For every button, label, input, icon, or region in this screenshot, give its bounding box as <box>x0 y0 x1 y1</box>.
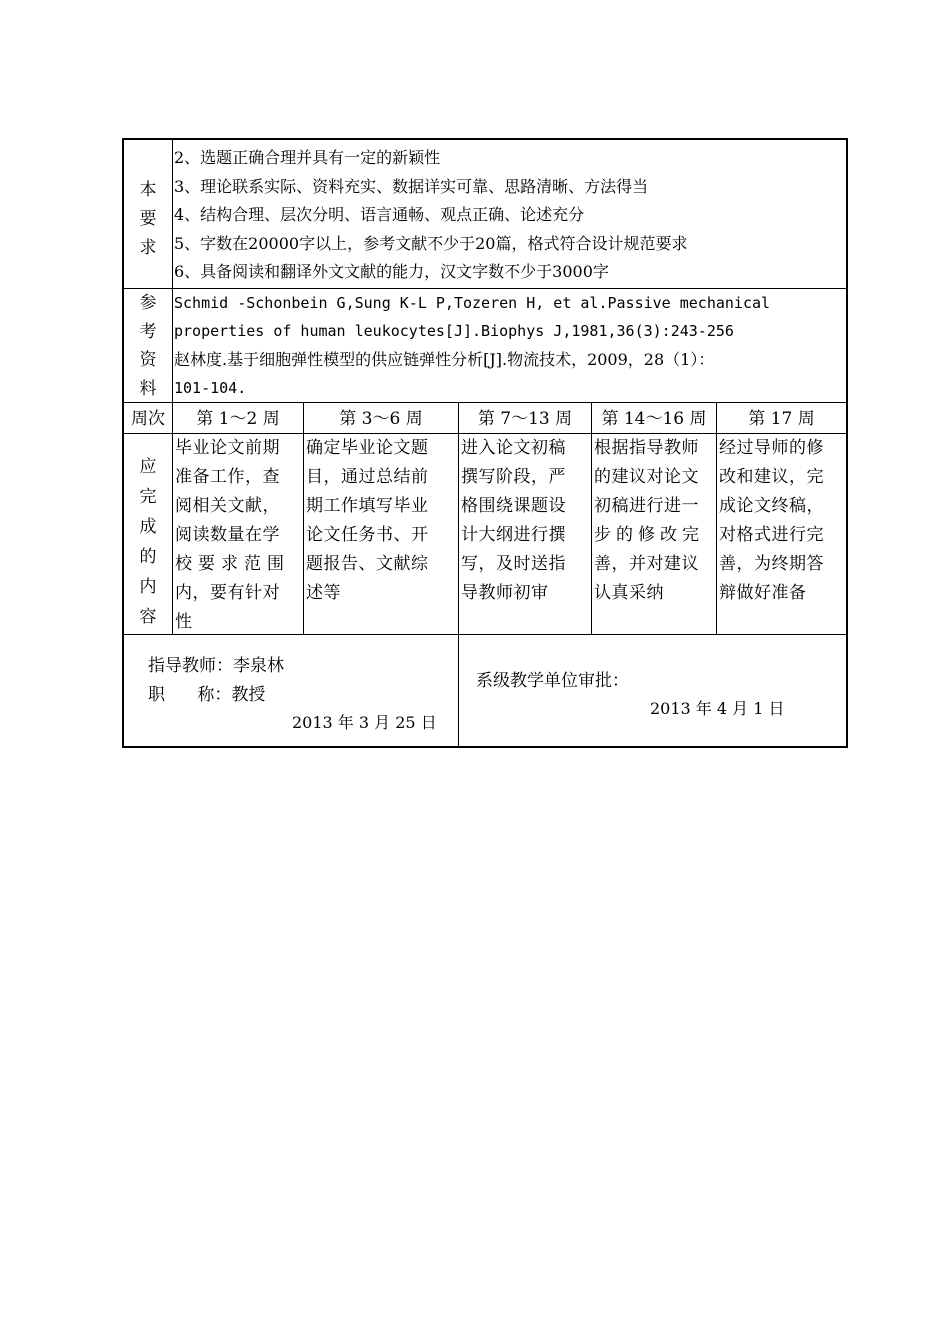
requirement-item: 6、具备阅读和翻译外文文献的能力，汉文字数不少于3000字 <box>174 262 609 281</box>
task-line: 初稿进行进一 <box>594 496 699 516</box>
reference-line: properties of human leukocytes[J].Biophys J,1981,36(3):243-256 <box>174 322 734 340</box>
task-line: 期工作填写毕业 <box>306 496 429 516</box>
task-line: 论文任务书、开 <box>306 525 429 545</box>
requirements-label-char: 本 <box>139 180 157 200</box>
references-label-char: 参 <box>139 293 157 313</box>
references-label-char: 考 <box>139 321 157 342</box>
week-header: 第 17 周 <box>748 409 815 429</box>
dept-approval-date: 2013 年 4 月 1 日 <box>650 699 785 718</box>
week-header: 第 3～6 周 <box>339 409 423 429</box>
references-label-char: 资 <box>139 350 157 370</box>
task-line: 毕业论文前期 <box>175 438 280 458</box>
task-line: 步的修改完 <box>594 525 704 545</box>
task-line: 准备工作，查 <box>175 467 280 487</box>
requirement-item: 5、字数在20000字以上，参考文献不少于20篇，格式符合设计规范要求 <box>174 234 688 253</box>
references-label <box>124 289 172 403</box>
task-line: 写，及时送指 <box>461 554 566 574</box>
advisor-title: 职 称：教授 <box>148 685 266 705</box>
task-line: 内，要有针对 <box>175 583 280 603</box>
task-line: 确定毕业论文题 <box>306 438 429 458</box>
task-line: 经过导师的修 <box>719 438 824 458</box>
week-label: 周次 <box>131 409 165 429</box>
content-label <box>124 452 172 632</box>
task-line: 校要求范围 <box>175 554 290 574</box>
col-divider-week-5 <box>716 402 717 634</box>
advisor-name: 指导教师：李泉林 <box>148 656 284 676</box>
requirement-item: 4、结构合理、层次分明、语言通畅、观点正确、论述充分 <box>174 205 585 224</box>
content-label-char: 容 <box>139 607 157 627</box>
advisor-date: 2013 年 3 月 25 日 <box>292 713 437 732</box>
task-line: 进入论文初稿 <box>461 438 566 458</box>
task-line: 根据指导教师 <box>594 438 699 458</box>
task-line: 目，通过总结前 <box>306 467 429 487</box>
content-label-char: 完 <box>139 487 157 507</box>
task-line: 导教师初审 <box>461 583 549 603</box>
task-line: 认真采纳 <box>594 583 664 603</box>
task-line: 的建议对论文 <box>594 467 699 487</box>
dept-approval-label: 系级教学单位审批： <box>476 671 629 691</box>
col-divider-label <box>172 140 173 634</box>
task-line: 述等 <box>306 583 341 603</box>
task-line: 辩做好准备 <box>719 583 807 603</box>
reference-line: 赵林度.基于细胞弹性模型的供应链弹性分析[J].物流技术，2009，28（1）： <box>174 350 715 369</box>
week-header: 第 7～13 周 <box>477 409 573 429</box>
reference-line: 101-104. <box>174 379 247 397</box>
task-line: 成论文终稿， <box>719 496 824 516</box>
requirements-label <box>124 176 172 263</box>
references-label-char: 料 <box>139 378 157 399</box>
week-header: 第 14～16 周 <box>601 409 707 429</box>
col-divider-week-4 <box>591 402 592 634</box>
task-line: 性 <box>175 612 193 632</box>
task-cell-week-14-16 <box>594 434 704 608</box>
content-label-char: 应 <box>139 457 157 477</box>
task-line: 计大纲进行撰 <box>461 525 566 545</box>
content-label-char: 的 <box>139 547 157 567</box>
content-label-char: 内 <box>139 577 157 597</box>
task-line: 对格式进行完 <box>719 525 824 545</box>
row-divider-references <box>124 402 846 403</box>
task-cell-week-1-2 <box>175 434 290 637</box>
requirement-item: 3、理论联系实际、资料充实、数据详实可靠、思路清晰、方法得当 <box>174 177 649 196</box>
week-header: 第 1～2 周 <box>196 409 280 429</box>
task-form-table <box>122 138 848 748</box>
task-line: 阅相关文献， <box>175 496 280 516</box>
requirements-label-char: 求 <box>139 238 157 258</box>
task-cell-week-7-13 <box>461 434 566 608</box>
task-line: 题报告、文献综 <box>306 554 429 574</box>
requirement-item: 2、选题正确合理并具有一定的新颖性 <box>174 148 441 167</box>
row-divider-requirements <box>124 288 846 289</box>
task-line: 格围绕课题设 <box>461 496 566 516</box>
col-divider-week-2 <box>303 402 304 634</box>
task-line: 改和建议，完 <box>719 467 824 487</box>
requirements-label-char: 要 <box>139 209 157 229</box>
task-line: 撰写阶段，严 <box>461 467 566 487</box>
reference-line: Schmid -Schonbein G,Sung K-L P,Tozeren H, et al.Passive mechanical <box>174 294 771 312</box>
task-line: 善，为终期答 <box>719 554 824 574</box>
task-cell-week-3-6 <box>306 434 429 608</box>
task-line: 善，并对建议 <box>594 554 699 574</box>
content-label-char: 成 <box>139 517 157 537</box>
task-cell-week-17 <box>719 434 824 608</box>
col-divider-week-3 <box>458 402 459 746</box>
task-line: 阅读数量在学 <box>175 525 280 545</box>
